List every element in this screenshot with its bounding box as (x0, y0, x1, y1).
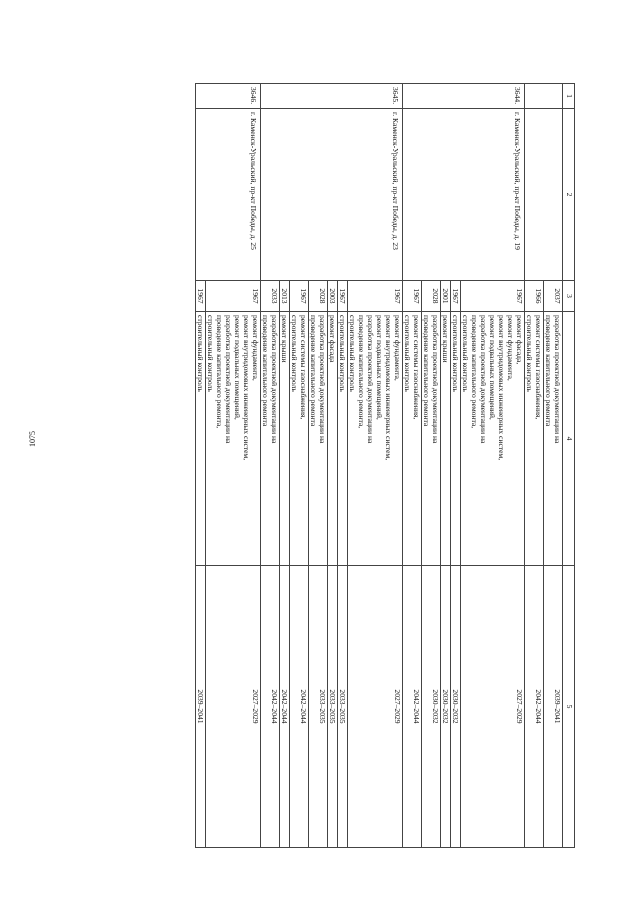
address-cell: г. Каменск-Уральский, пр-кт Победы, д. 25 (196, 109, 261, 281)
work-type-cell (348, 312, 403, 566)
row-number-cell: 3644. (403, 84, 525, 109)
work-type-line: ремонт системы газоснабжения, (299, 315, 308, 420)
year-cell: 2013 (280, 281, 290, 312)
work-type-line: строительный контроль (290, 315, 299, 392)
work-type-line: проведение капитального ремонта, (215, 315, 224, 429)
period-cell: 2042–2044 (290, 566, 309, 848)
work-type-line: ремонт крыши (280, 315, 289, 363)
work-type-cell (309, 312, 328, 566)
address-cell (525, 109, 563, 281)
work-type-cell (196, 312, 206, 566)
period-cell: 2030–2032 (422, 566, 441, 848)
work-type-cell (441, 312, 451, 566)
year-cell: 2028 (309, 281, 328, 312)
period-cell: 2027–2029 (206, 566, 261, 848)
period-cell: 2039–2041 (196, 566, 206, 848)
period-cell: 2030–2032 (451, 566, 461, 848)
year-cell: 1967 (348, 281, 403, 312)
work-type-line: ремонт внутридомовых инженерных систем, (242, 315, 251, 461)
work-type-line: проведение капитального ремонта (261, 315, 270, 427)
period-cell: 2027–2029 (348, 566, 403, 848)
row-number-cell: 3646. (196, 84, 261, 109)
work-type-line: ремонт фасада (328, 315, 337, 363)
work-type-line: строительный контроль (338, 315, 347, 392)
header-cell: 3 (563, 281, 575, 312)
work-type-line: ремонт фундамента, (506, 315, 515, 381)
address-cell: г. Каменск-Уральский, пр-кт Победы, д. 23 (261, 109, 403, 281)
table-row (461, 84, 525, 848)
work-type-line: ремонт подвальных помещений, (488, 315, 497, 420)
year-cell: 1967 (196, 281, 206, 312)
header-cell: 5 (563, 566, 575, 848)
rotated-table-container (88, 83, 575, 847)
year-cell: 2028 (422, 281, 441, 312)
work-type-line: ремонт системы газоснабжения, (412, 315, 421, 420)
table-row (348, 84, 403, 848)
work-type-cell (261, 312, 280, 566)
work-type-line: проведение капитального ремонта (422, 315, 431, 427)
period-cell: 2030–2032 (441, 566, 451, 848)
work-type-cell (525, 312, 544, 566)
year-cell: 1967 (338, 281, 348, 312)
address-cell: г. Каменск-Уральский, пр-кт Победы, д. 19 (403, 109, 525, 281)
work-type-line: разработка проектной документации на (479, 315, 488, 444)
year-cell: 2003 (328, 281, 338, 312)
work-type-line: разработка проектной документации на (224, 315, 233, 444)
work-type-line: ремонт системы газоснабжения, (534, 315, 543, 420)
work-type-line: строительный контроль (525, 315, 534, 392)
work-type-line: проведение капитального ремонта, (357, 315, 366, 429)
work-type-line: ремонт фундамента, (393, 315, 402, 381)
header-row (563, 84, 575, 848)
header-cell: 4 (563, 312, 575, 566)
work-type-line: разработка проектной документации на (318, 315, 327, 444)
work-type-cell (338, 312, 348, 566)
year-cell: 1967 (403, 281, 422, 312)
work-type-line: ремонт внутридомовых инженерных систем, (497, 315, 506, 461)
work-type-line: разработка проектной документации на (553, 315, 562, 444)
work-type-line: разработка проектной документации на (270, 315, 279, 444)
work-type-line: проведение капитального ремонта, (470, 315, 479, 429)
work-type-line: разработка проектной документации на (431, 315, 440, 444)
page-number: 1075 (28, 431, 37, 447)
year-cell: 1967 (461, 281, 525, 312)
period-cell: 2033–2035 (338, 566, 348, 848)
work-type-line: разработка проектной документации на (366, 315, 375, 444)
period-cell: 2039–2041 (544, 566, 563, 848)
row-number-cell (525, 84, 563, 109)
work-type-line: ремонт подвальных помещений, (233, 315, 242, 420)
year-cell: 2037 (544, 281, 563, 312)
row-number-cell: 3645. (261, 84, 403, 109)
period-cell: 2033–2035 (309, 566, 328, 848)
work-type-cell (461, 312, 525, 566)
work-type-cell (544, 312, 563, 566)
year-cell: 2001 (441, 281, 451, 312)
work-type-line: строительный контроль (451, 315, 460, 392)
work-type-line: строительный контроль (206, 315, 215, 392)
period-cell: 2042–2044 (403, 566, 422, 848)
table-body (196, 84, 575, 848)
work-type-line: строительный контроль (403, 315, 412, 392)
work-type-line: ремонт фундамента, (251, 315, 260, 381)
work-type-line: ремонт фасада, (515, 315, 524, 365)
work-type-cell (328, 312, 338, 566)
work-type-cell (280, 312, 290, 566)
year-cell: 1967 (206, 281, 261, 312)
year-cell: 1966 (525, 281, 544, 312)
period-cell: 2042–2044 (280, 566, 290, 848)
period-cell: 2042–2044 (261, 566, 280, 848)
repair-schedule-table (195, 83, 575, 848)
work-type-line: проведение капитального ремонта (309, 315, 318, 427)
work-type-cell (290, 312, 309, 566)
header-cell: 2 (563, 109, 575, 281)
header-cell: 1 (563, 84, 575, 109)
work-type-line: ремонт внутридомовых инженерных систем, (384, 315, 393, 461)
period-cell: 2027–2029 (461, 566, 525, 848)
work-type-cell (206, 312, 261, 566)
work-type-line: ремонт крыши (441, 315, 450, 363)
year-cell: 1967 (451, 281, 461, 312)
table-row (206, 84, 261, 848)
period-cell: 2042–2044 (525, 566, 544, 848)
year-cell: 2033 (261, 281, 280, 312)
work-type-line: проведение капитального ремонта (544, 315, 553, 427)
work-type-line: строительный контроль (461, 315, 470, 392)
work-type-line: строительный контроль (348, 315, 357, 392)
year-cell: 1967 (290, 281, 309, 312)
work-type-cell (422, 312, 441, 566)
work-type-cell (451, 312, 461, 566)
work-type-cell (403, 312, 422, 566)
work-type-line: ремонт подвальных помещений, (375, 315, 384, 420)
work-type-line: строительный контроль (196, 315, 205, 392)
period-cell: 2033–2035 (328, 566, 338, 848)
table-row (544, 84, 563, 848)
